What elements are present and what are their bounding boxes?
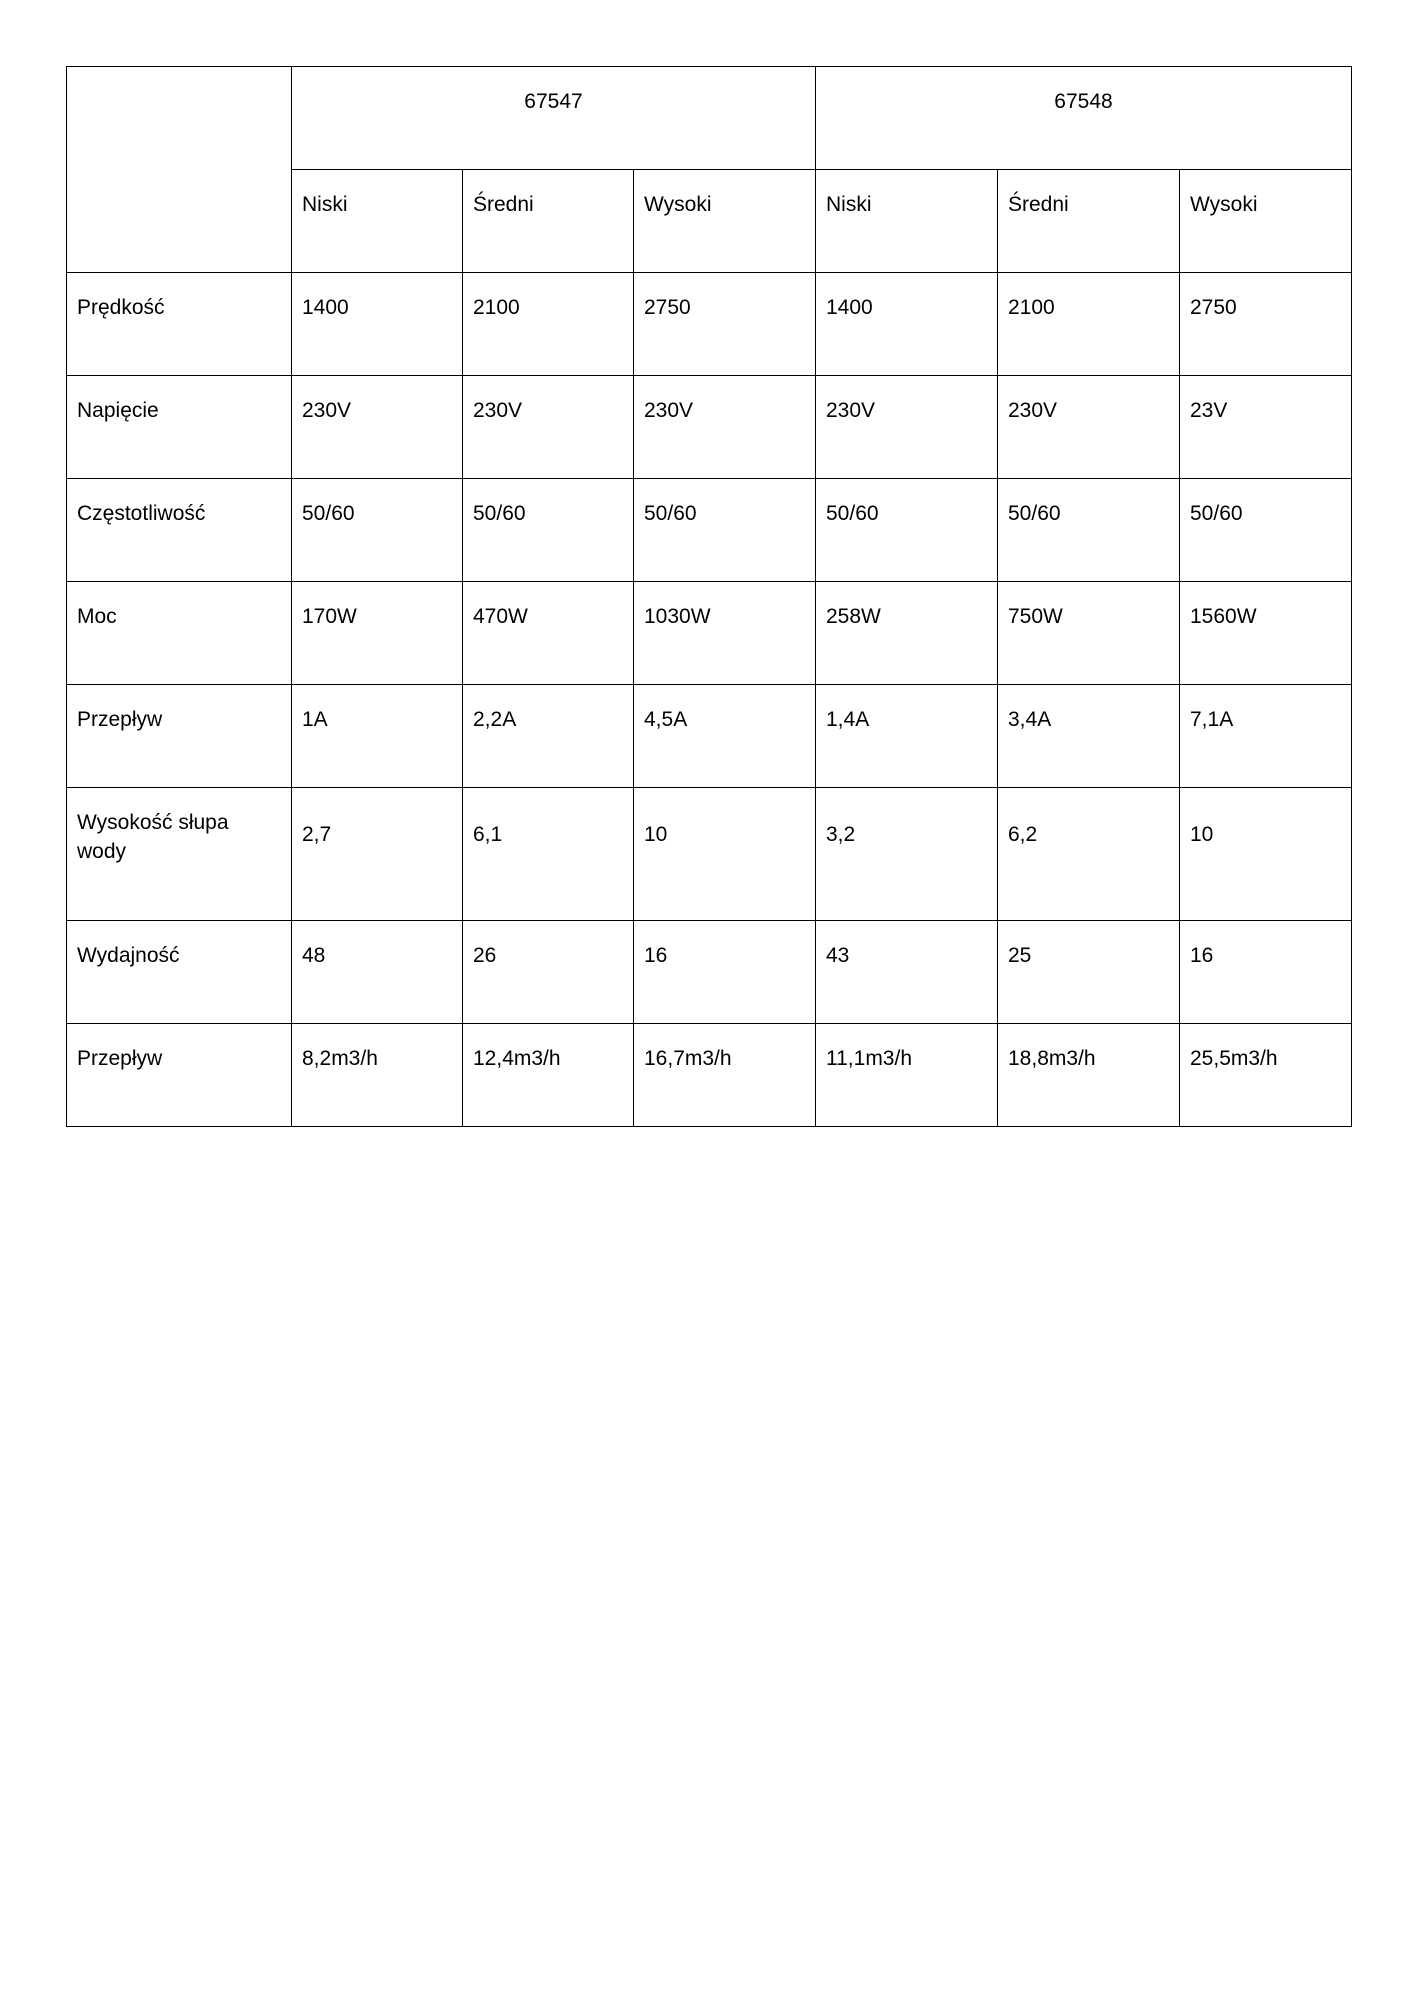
table-cell: 16,7m3/h (634, 1024, 816, 1127)
table-cell: 26 (463, 921, 634, 1024)
level-header: Średni (463, 170, 634, 273)
row-label: Częstotliwość (67, 479, 292, 582)
level-header: Średni (998, 170, 1180, 273)
table-cell: 50/60 (292, 479, 463, 582)
table-cell: 50/60 (634, 479, 816, 582)
table-cell: 16 (634, 921, 816, 1024)
table-cell: 16 (1180, 921, 1352, 1024)
table-row (67, 376, 1352, 479)
table-cell: 1030W (634, 582, 816, 685)
table-row (67, 479, 1352, 582)
table-cell: 1400 (816, 273, 998, 376)
row-label: Wysokość słupa wody (67, 788, 292, 921)
table-cell: 6,1 (463, 788, 634, 921)
level-header: Niski (816, 170, 998, 273)
table-cell: 10 (1180, 788, 1352, 921)
table-cell: 50/60 (1180, 479, 1352, 582)
table-cell: 170W (292, 582, 463, 685)
table-cell: 1A (292, 685, 463, 788)
row-label: Moc (67, 582, 292, 685)
table-cell: 470W (463, 582, 634, 685)
table-row (67, 921, 1352, 1024)
table-cell: 230V (292, 376, 463, 479)
table-cell: 6,2 (998, 788, 1180, 921)
table-cell: 25,5m3/h (1180, 1024, 1352, 1127)
table-cell: 10 (634, 788, 816, 921)
table-cell: 1,4A (816, 685, 998, 788)
row-label: Prędkość (67, 273, 292, 376)
table-cell: 48 (292, 921, 463, 1024)
row-label: Przepływ (67, 685, 292, 788)
table-cell: 230V (998, 376, 1180, 479)
table-cell: 230V (463, 376, 634, 479)
table-cell: 4,5A (634, 685, 816, 788)
table-row (67, 788, 1352, 921)
table-cell: 25 (998, 921, 1180, 1024)
row-label: Napięcie (67, 376, 292, 479)
table-cell: 2100 (463, 273, 634, 376)
table-cell: 2100 (998, 273, 1180, 376)
row-label: Wydajność (67, 921, 292, 1024)
model-header-row (67, 67, 1352, 170)
table-cell: 750W (998, 582, 1180, 685)
table-cell: 2750 (634, 273, 816, 376)
table-cell: 2,7 (292, 788, 463, 921)
table-cell: 1560W (1180, 582, 1352, 685)
table-row (67, 1024, 1352, 1127)
table-row (67, 273, 1352, 376)
table-cell: 230V (634, 376, 816, 479)
table-cell: 23V (1180, 376, 1352, 479)
spec-table (66, 66, 1352, 1127)
table-cell: 3,4A (998, 685, 1180, 788)
table-row (67, 582, 1352, 685)
table-cell: 50/60 (463, 479, 634, 582)
table-row (67, 685, 1352, 788)
table-cell: 258W (816, 582, 998, 685)
row-label: Przepływ (67, 1024, 292, 1127)
table-cell: 43 (816, 921, 998, 1024)
table-cell: 2750 (1180, 273, 1352, 376)
table-cell: 7,1A (1180, 685, 1352, 788)
table-cell: 50/60 (816, 479, 998, 582)
level-header: Wysoki (1180, 170, 1352, 273)
table-cell: 12,4m3/h (463, 1024, 634, 1127)
level-header: Wysoki (634, 170, 816, 273)
table-cell: 230V (816, 376, 998, 479)
table-cell: 8,2m3/h (292, 1024, 463, 1127)
model-header: 67548 (816, 67, 1352, 170)
table-cell: 2,2A (463, 685, 634, 788)
level-header: Niski (292, 170, 463, 273)
table-cell: 3,2 (816, 788, 998, 921)
table-cell: 11,1m3/h (816, 1024, 998, 1127)
model-header: 67547 (292, 67, 816, 170)
table-cell: 18,8m3/h (998, 1024, 1180, 1127)
table-cell: 50/60 (998, 479, 1180, 582)
corner-cell (67, 67, 292, 273)
table-cell: 1400 (292, 273, 463, 376)
